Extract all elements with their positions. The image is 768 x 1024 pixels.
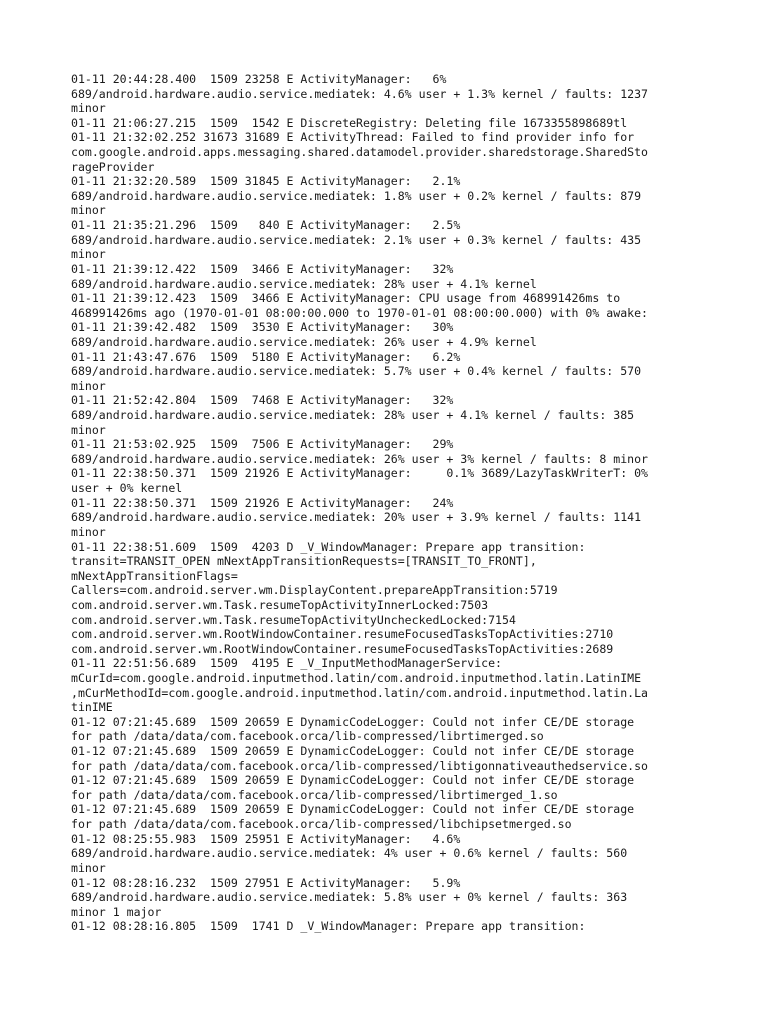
log-line: 01-11 21:32:20.589 1509 31845 E ActivityManager: 2.1% [71,174,461,189]
log-line: 01-11 22:38:50.371 1509 21926 E ActivityManager: 0.1% 3689/LazyTaskWriterT: 0% [71,466,649,481]
log-line: minor 1 major [71,904,162,919]
log-line: 01-11 21:39:12.423 1509 3466 E ActivityManager: CPU usage from 468991426ms to [71,291,621,306]
log-line: 689/android.hardware.audio.service.mediatek: 2.1% user + 0.3% kernel / faults: 435 [71,232,642,247]
log-line: 01-11 21:43:47.676 1509 5180 E ActivityManager: 6.2% [71,349,461,364]
log-line: minor [71,203,106,218]
log-line: 689/android.hardware.audio.service.mediatek: 5.8% user + 0% kernel / faults: 363 [71,890,628,905]
log-line: 01-11 21:52:42.804 1509 7468 E ActivityManager: 32% [71,393,454,408]
log-line: 689/android.hardware.audio.service.mediatek: 26% user + 4.9% kernel [71,334,537,349]
log-line: 01-12 07:21:45.689 1509 20659 E DynamicCodeLogger: Could not infer CE/DE storage [71,773,635,788]
log-line: 01-12 08:28:16.805 1509 1741 D _V_WindowManager: Prepare app transition: [71,919,586,934]
log-line: 689/android.hardware.audio.service.mediatek: 4% user + 0.6% kernel / faults: 560 [71,846,628,861]
log-line: user + 0% kernel [71,481,183,496]
log-line: com.android.server.wm.RootWindowContainer.resumeFocusedTasksTopActivities:2689 [71,641,614,656]
log-line: 689/android.hardware.audio.service.mediatek: 1.8% user + 0.2% kernel / faults: 879 [71,188,642,203]
log-line: 01-11 21:39:12.422 1509 3466 E ActivityManager: 32% [71,261,454,276]
log-line: 01-11 21:39:42.482 1509 3530 E ActivityManager: 30% [71,320,454,335]
log-line: ,mCurMethodId=com.google.android.inputmethod.latin/com.android.inputmethod.latin.La [71,685,649,700]
log-line: com.google.android.apps.messaging.shared.datamodel.provider.sharedstorage.SharedSto [71,145,649,160]
log-line: 689/android.hardware.audio.service.mediatek: 28% user + 4.1% kernel [71,276,537,291]
log-line: tinIME [71,700,113,715]
log-line: minor [71,247,106,262]
log-line: minor [71,860,106,875]
log-line: for path /data/data/com.facebook.orca/lib-compressed/librtimerged_1.so [71,787,558,802]
log-line: minor [71,422,106,437]
log-line: minor [71,524,106,539]
log-line: 01-11 21:35:21.296 1509 840 E ActivityManager: 2.5% [71,218,461,233]
log-line: com.android.server.wm.RootWindowContainer.resumeFocusedTasksTopActivities:2710 [71,627,614,642]
log-line: 01-11 22:51:56.689 1509 4195 E _V_InputMethodManagerService: [71,656,503,671]
log-line: for path /data/data/com.facebook.orca/lib-compressed/libtigonnativeauthedservice.so [71,758,649,773]
log-line: 01-12 07:21:45.689 1509 20659 E DynamicCodeLogger: Could not infer CE/DE storage [71,744,635,759]
log-line: for path /data/data/com.facebook.orca/lib-compressed/libchipsetmerged.so [71,817,572,832]
log-line: 689/android.hardware.audio.service.mediatek: 20% user + 3.9% kernel / faults: 1141 [71,510,642,525]
log-line: mCurId=com.google.android.inputmethod.latin/com.android.inputmethod.latin.LatinIME [71,670,642,685]
log-line: rageProvider [71,159,155,174]
log-line: 01-11 21:32:02.252 31673 31689 E ActivityThread: Failed to find provider info for [71,130,635,145]
log-line: 689/android.hardware.audio.service.mediatek: 26% user + 3% kernel / faults: 8 minor [71,451,649,466]
log-line: 01-12 08:28:16.232 1509 27951 E ActivityManager: 5.9% [71,875,461,890]
log-line: 689/android.hardware.audio.service.mediatek: 28% user + 4.1% kernel / faults: 385 [71,408,635,423]
log-line: transit=TRANSIT_OPEN mNextAppTransitionRequests=[TRANSIT_TO_FRONT], [71,554,537,569]
log-line: 01-11 20:44:28.400 1509 23258 E ActivityManager: 6% [71,72,447,86]
log-line: 01-11 22:38:51.609 1509 4203 D _V_WindowManager: Prepare app transition: [71,539,586,554]
log-line: for path /data/data/com.facebook.orca/lib-compressed/librtimerged.so [71,729,544,744]
log-line: mNextAppTransitionFlags= [71,568,238,583]
log-line: 01-12 08:25:55.983 1509 25951 E ActivityManager: 4.6% [71,831,461,846]
log-line: 689/android.hardware.audio.service.mediatek: 5.7% user + 0.4% kernel / faults: 570 [71,364,642,379]
log-line: 689/android.hardware.audio.service.mediatek: 4.6% user + 1.3% kernel / faults: 1237 [71,86,649,101]
log-line: 01-11 21:06:27.215 1509 1542 E DiscreteRegistry: Deleting file 1673355898689tl [71,115,628,130]
log-text-block [71,72,768,934]
log-line: com.android.server.wm.Task.resumeTopActivityInnerLocked:7503 [71,597,489,612]
log-line: 01-12 07:21:45.689 1509 20659 E DynamicCodeLogger: Could not infer CE/DE storage [71,802,635,817]
log-line: 01-11 22:38:50.371 1509 21926 E ActivityManager: 24% [71,495,454,510]
log-line: 01-12 07:21:45.689 1509 20659 E DynamicCodeLogger: Could not infer CE/DE storage [71,714,635,729]
log-line: minor [71,101,106,116]
log-line: 468991426ms ago (1970-01-01 08:00:00.000 to 1970-01-01 08:00:00.000) with 0% awake: [71,305,649,320]
log-line: minor [71,378,106,393]
log-line: 01-11 21:53:02.925 1509 7506 E ActivityManager: 29% [71,437,454,452]
log-line: com.android.server.wm.Task.resumeTopActivityUncheckedLocked:7154 [71,612,516,627]
log-line: Callers=com.android.server.wm.DisplayContent.prepareAppTransition:5719 [71,583,558,598]
